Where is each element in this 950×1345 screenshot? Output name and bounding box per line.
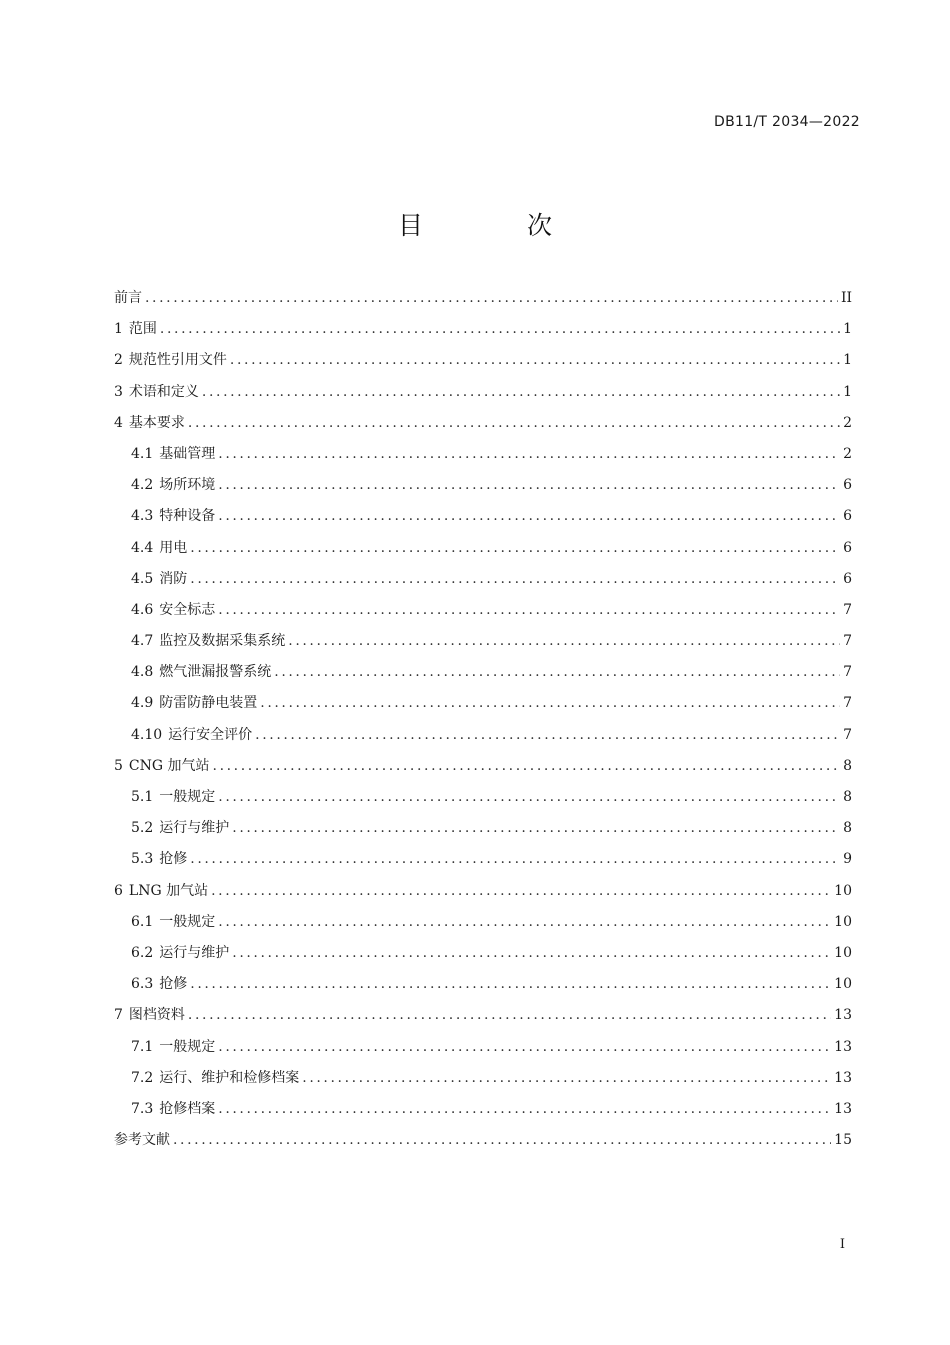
toc-entry-page: 1 [843,321,852,338]
toc-entry-number: 6 [114,882,123,899]
toc-leader-dots [188,1004,831,1026]
toc-entry-page: 7 [843,633,852,650]
toc-leader-dots [190,848,840,870]
toc-leader-dots [190,973,831,995]
toc-leader-dots [211,880,831,902]
toc-leader-dots [230,349,840,371]
toc-entry-label: 前言 [114,290,142,306]
toc-entry-title [114,1129,170,1151]
toc-entry-number: 4.4 [131,539,154,556]
toc-entry[interactable] [114,412,852,443]
toc-entry-number: 5.3 [131,851,154,868]
toc-entry-label: 抢修 [159,851,188,868]
toc-entry-label: 抢修 [159,976,188,993]
toc-entry[interactable] [114,1036,852,1067]
toc-entry[interactable] [114,724,852,755]
toc-entry-page: 10 [834,882,852,899]
toc-entry[interactable] [114,505,852,536]
toc-entry-number: 4.10 [131,726,163,743]
toc-leader-dots [274,661,840,683]
toc-entry-page: 6 [843,570,852,587]
toc-entry-number: 4.6 [131,601,154,618]
toc-leader-dots [188,412,840,434]
toc-leader-dots [213,755,841,777]
toc-entry-number: 7.2 [131,1069,154,1086]
toc-leader-dots [218,599,840,621]
toc-leader-dots [190,568,840,590]
toc-entry[interactable] [114,1129,852,1160]
toc-entry-title [131,505,215,527]
toc-entry-page: 2 [843,445,852,462]
toc-entry-number: 4.5 [131,570,154,587]
toc-entry-page: 13 [834,1069,852,1086]
toc-entry[interactable] [114,599,852,630]
toc-entry-number: 5.1 [131,789,154,805]
toc-entry-title [131,474,215,496]
toc-entry[interactable] [114,1067,852,1098]
page-title: 目 次 [398,211,600,240]
toc-entry-label: 运行与维护 [159,944,230,961]
toc-entry-page: 10 [834,944,852,961]
toc-entry-number: 3 [114,383,123,400]
toc-entry-title [114,1004,185,1026]
toc-entry-page: II [840,290,852,306]
table-of-contents [114,287,852,1160]
toc-entry-label: 运行、维护和检修档案 [159,1069,300,1086]
toc-entry-title [131,537,187,559]
toc-entry-title [131,786,215,808]
toc-leader-dots [218,1036,831,1058]
toc-entry-page: 13 [834,1007,852,1024]
toc-entry-page: 10 [834,976,852,993]
toc-entry-label: 基础管理 [159,445,216,462]
toc-leader-dots [288,630,840,652]
toc-entry-page: 10 [834,913,852,930]
toc-leader-dots [218,1098,831,1120]
toc-entry[interactable] [114,318,852,349]
toc-entry-page: 2 [843,414,852,431]
toc-entry-number: 6.3 [131,976,154,993]
toc-entry[interactable] [114,1098,852,1129]
toc-entry-page: 6 [843,477,852,494]
toc-entry-title [131,911,215,933]
toc-leader-dots [218,505,840,527]
toc-entry-page: 1 [843,383,852,400]
toc-leader-dots [255,724,840,746]
toc-entry-page: 7 [843,601,852,618]
toc-leader-dots [260,692,840,714]
toc-entry-label: 安全标志 [159,601,216,618]
toc-entry-title [131,661,271,683]
toc-leader-dots [232,942,831,964]
toc-entry[interactable] [114,848,852,879]
toc-entry[interactable] [114,381,852,412]
toc-leader-dots [202,381,840,403]
toc-entry-title [114,287,142,309]
toc-entry-label: 运行与维护 [159,820,230,837]
toc-entry-page: 8 [843,757,852,774]
toc-entry-page: 8 [843,789,852,805]
toc-entry-title [131,1036,215,1058]
toc-entry[interactable] [114,630,852,661]
toc-entry-title [131,1067,299,1089]
toc-entry-label: 规范性引用文件 [128,352,227,369]
toc-entry-label: 燃气泄漏报警系统 [159,664,272,681]
toc-entry-number: 4 [114,414,123,431]
toc-entry-title [131,973,187,995]
toc-entry-title [114,412,185,434]
toc-leader-dots [173,1129,831,1151]
toc-entry-number: 4.3 [131,508,154,525]
toc-entry-label: LNG 加气站 [128,882,209,899]
toc-leader-dots [232,817,840,839]
toc-entry-number: 4.8 [131,664,154,681]
toc-entry-title [131,1098,215,1120]
toc-entry-label: 消防 [159,570,188,587]
toc-entry-number: 4.9 [131,695,154,712]
toc-entry-number: 7.3 [131,1100,154,1117]
toc-entry-label: 范围 [128,321,157,338]
toc-entry[interactable] [114,817,852,848]
toc-entry-number: 5 [114,757,123,774]
toc-entry-number: 6.2 [131,944,154,961]
page-number: I [839,1237,845,1252]
toc-entry[interactable] [114,942,852,973]
toc-entry-label: 防雷防静电装置 [159,695,258,712]
toc-entry-number: 7 [114,1007,123,1024]
toc-entry-number: 5.2 [131,820,154,837]
toc-entry-label: 监控及数据采集系统 [159,633,286,650]
toc-entry[interactable] [114,474,852,505]
toc-entry-title [131,848,187,870]
toc-entry[interactable] [114,537,852,568]
toc-entry-title [114,381,199,403]
toc-entry[interactable] [114,568,852,599]
toc-entry-title [131,599,215,621]
toc-entry-title [131,817,229,839]
toc-leader-dots [218,786,840,808]
toc-entry-page: 7 [843,695,852,712]
toc-entry[interactable] [114,911,852,942]
toc-leader-dots [218,911,831,933]
toc-entry-label: 场所环境 [159,477,216,494]
toc-entry[interactable] [114,880,852,911]
toc-entry-page: 9 [843,851,852,868]
toc-entry-label: 一般规定 [159,789,216,805]
toc-entry-page: 7 [843,726,852,743]
toc-entry-number: 4.2 [131,477,154,494]
toc-entry[interactable] [114,692,852,723]
toc-entry-title [131,568,187,590]
toc-entry-page: 13 [834,1038,852,1055]
toc-leader-dots [302,1067,831,1089]
toc-leader-dots [190,537,840,559]
toc-entry-page: 8 [843,820,852,837]
toc-entry-label: 运行安全评价 [168,726,253,743]
toc-entry-title [131,443,215,465]
toc-entry-title [114,349,227,371]
toc-entry-label: 一般规定 [159,913,216,930]
toc-entry-label: 术语和定义 [128,383,199,400]
toc-entry-label: 图档资料 [128,1007,185,1024]
toc-leader-dots [145,287,838,309]
toc-entry-label: 用电 [159,539,188,556]
toc-entry[interactable] [114,786,852,817]
toc-entry-page: 15 [834,1132,852,1149]
toc-leader-dots [160,318,840,340]
toc-entry-page: 13 [834,1100,852,1117]
toc-leader-dots [218,443,840,465]
toc-entry-title [114,880,208,902]
toc-entry-page: 7 [843,664,852,681]
toc-entry-number: 1 [114,321,123,338]
toc-entry-label: 参考文献 [114,1132,170,1149]
toc-entry[interactable] [114,661,852,692]
toc-entry[interactable] [114,443,852,474]
toc-entry-label: 基本要求 [128,414,185,431]
toc-entry-label: 抢修档案 [159,1100,216,1117]
toc-entry-page: 6 [843,508,852,525]
toc-entry[interactable] [114,973,852,1004]
toc-entry-title [131,630,285,652]
toc-entry-number: 4.7 [131,633,154,650]
toc-entry-title [114,755,210,777]
toc-entry-title [114,318,157,340]
toc-leader-dots [218,474,840,496]
toc-entry-number: 4.1 [131,445,154,462]
toc-entry-title [131,724,252,746]
toc-entry-number: 6.1 [131,913,154,930]
toc-entry[interactable] [114,755,852,786]
document-code: DB11/T 2034—2022 [714,114,860,130]
toc-entry[interactable] [114,1004,852,1035]
toc-entry-label: 特种设备 [159,508,216,525]
toc-entry[interactable] [114,287,852,318]
toc-entry-title [131,942,229,964]
toc-entry-number: 2 [114,352,123,369]
toc-entry-page: 1 [843,352,852,369]
toc-entry-label: 一般规定 [159,1038,216,1055]
toc-entry-number: 7.1 [131,1038,154,1055]
toc-entry-title [131,692,257,714]
toc-entry[interactable] [114,349,852,380]
toc-entry-label: CNG 加气站 [128,757,210,774]
toc-entry-page: 6 [843,539,852,556]
